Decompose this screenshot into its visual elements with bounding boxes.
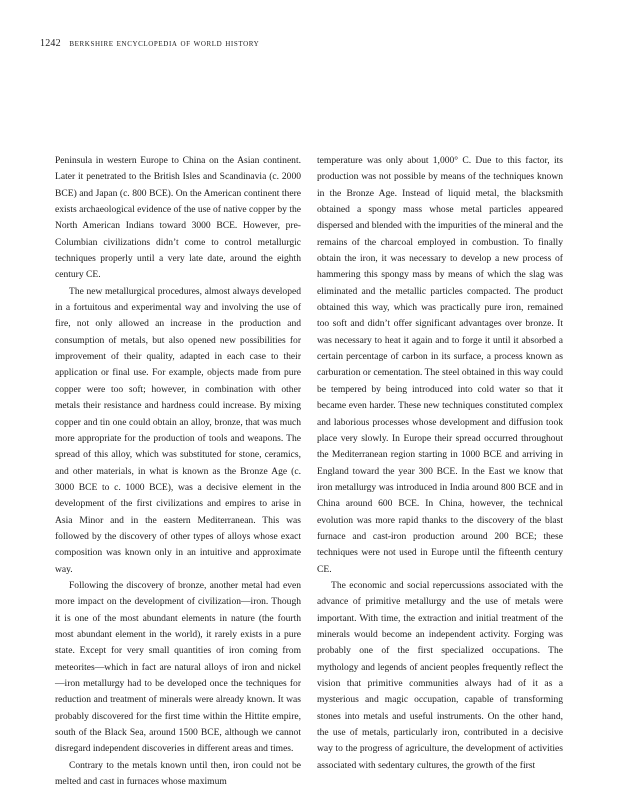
page-number: 1242: [40, 38, 61, 49]
text-column-right: [317, 153, 563, 774]
paragraph: temperature was only about 1,000° C. Due to this factor, its production was not possible by means of the techniques known in the Bronze Age. Instead of liquid metal, the blacksmith obtained a spongy mass whose metal particles appeared dispersed and blended with the impurities of the mineral and the remains of the charcoal employed in combustion. To finally obtain the iron, it was necessary to develop a new process of hammering this spongy mass by means of which the slag was eliminated and the metallic particles compacted. The product obtained this way, which was practically pure iron, remained too soft and didn’t offer significant advantages over bronze. It was necessary to heat it again and to forge it until it absorbed a certain percentage of carbon in its surface, a process known as carburation or cementation. The steel obtained in this way could be tempered by being introduced into cold water so that it became even harder. These new techniques constituted complex and laborious processes whose development and diffusion took place very slowly. In Europe their spread occurred throughout the Mediterranean region starting in 1000 BCE and arriving in England toward the year 300 BCE. In the East we know that iron metallurgy was introduced in India around 800 BCE and in China around 600 BCE. In China, however, the technical evolution was more rapid thanks to the discovery of the blast furnace and cast-iron production around 200 BCE; these techniques were not used in Europe until the fifteenth century CE.: [317, 155, 563, 575]
running-title: berkshire encyclopedia of world history: [69, 39, 260, 49]
text-column-left: [55, 153, 301, 790]
paragraph: Peninsula in western Europe to China on the Asian continent. Later it penetrated to the British Isles and Scandinavia (c. 2000 BCE) and Japan (c. 800 BCE). On the American continent there exists archaeological evidence of the use of native copper by the North American Indians toward 3000 BCE. However, pre-Columbian civilizations didn’t come to control metallurgic techniques properly until a very late date, around the eighth century CE.: [55, 155, 301, 281]
paragraph: The economic and social repercussions associated with the advance of primitive metallurgy and the use of metals were important. With time, the extraction and initial treatment of the minerals would become an independent activity. Forging was probably one of the first specialized occupations. The mythology and legends of ancient peoples frequently reflect the vision that primitive communities always had of it as a mysterious and magic occupation, capable of transforming stones into metals and useful instruments. On the other hand, the use of metals, particularly iron, contributed in a decisive way to the progress of agriculture, the development of activities associated with sedentary cultures, the growth of the first: [317, 579, 563, 771]
paragraph: The new metallurgical procedures, almost always developed in a fortuitous and experimental way and involving the use of fire, not only allowed an increase in the production and consumption of metals, but also opened new possibilities for improvement of their quality, adapted in each case to their application or final use. For example, objects made from pure copper were too soft; however, in combination with other metals their resistance and hardness could increase. By mixing copper and tin one could obtain an alloy, bronze, that was much more appropriate for the production of tools and weapons. The spread of this alloy, which was substituted for stone, ceramics, and other materials, in what is known as the Bronze Age (c. 3000 BCE to c. 1000 BCE), was a decisive element in the development of the first civilizations and empires to arise in Asia Minor and in the eastern Mediterranean. This was followed by the discovery of other types of alloys whose exact composition was known only in an intuitive and approximate way.: [55, 285, 301, 575]
running-header: [40, 38, 259, 49]
paragraph: Following the discovery of bronze, another metal had even more impact on the development of civilization—iron. Though it is one of the most abundant elements in nature (the fourth most abundant element in the world), it rarely exists in a pure state. Except for very small quantities of iron coming from meteorites—which in fact are natural alloys of iron and nickel—iron metallurgy had to be developed once the techniques for reduction and treatment of minerals were already known. It was probably discovered for the first time within the Hittite empire, south of the Black Sea, around 1500 BCE, although we cannot disregard independent discoveries in different areas and times.: [55, 579, 301, 755]
paragraph: Contrary to the metals known until then, iron could not be melted and cast in furnaces whose maximum: [55, 759, 301, 788]
